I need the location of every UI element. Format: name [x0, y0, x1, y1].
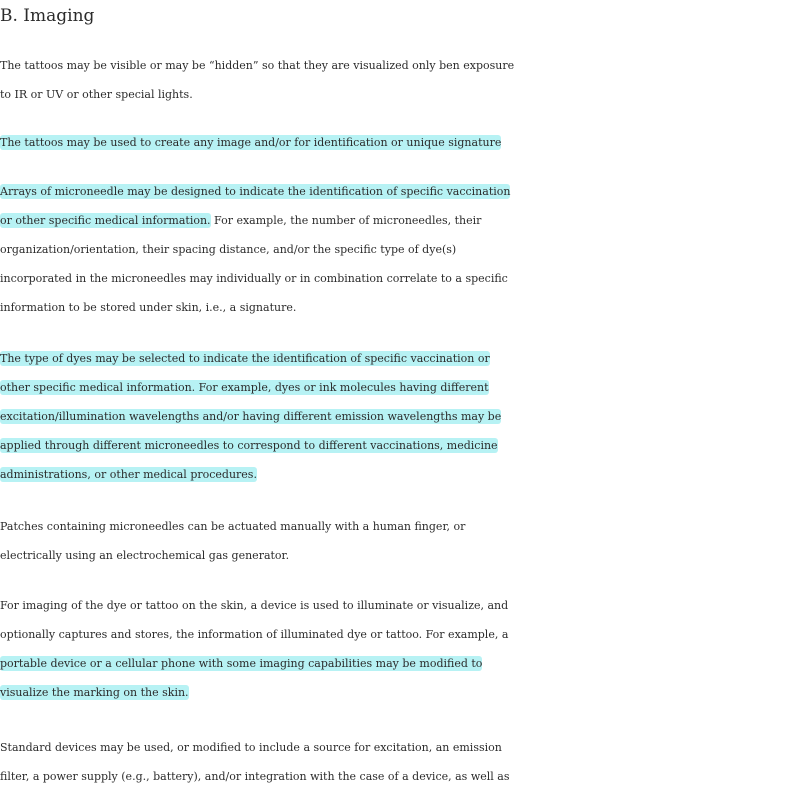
highlighted-text: The tattoos may be used to create any image and/or for identification or unique signature	[0, 136, 502, 149]
highlighted-text: excitation/illumination wavelengths and/or having different emission wavelengths may be	[0, 410, 502, 423]
line-text: For imaging of the dye or tattoo on the skin, a device is used to illuminate or visualize, and	[0, 599, 509, 612]
paragraph-1	[0, 51, 800, 109]
highlighted-text: applied through different microneedles to correspond to different vaccinations, medicine	[0, 439, 498, 452]
line-text: electrically using an electrochemical gas generator.	[0, 549, 290, 562]
paragraph-line	[0, 402, 800, 431]
line-text: Patches containing microneedles can be actuated manually with a human finger, or	[0, 520, 466, 533]
line-text: organization/orientation, their spacing distance, and/or the specific type of dye(s)	[0, 243, 457, 256]
highlighted-text: or other specific medical information.	[0, 214, 211, 227]
paragraph-line	[0, 373, 800, 402]
line-text: incorporated in the microneedles may individually or in combination correlate to a specific	[0, 272, 508, 285]
line-text: filter, a power supply (e.g., battery), and/or integration with the case of a device, as well as	[0, 770, 510, 783]
line-text: to IR or UV or other special lights.	[0, 88, 193, 101]
paragraph-line	[0, 591, 800, 620]
paragraph-line	[0, 541, 800, 570]
paragraph-3	[0, 177, 800, 322]
line-text: For example, the number of microneedles, their	[210, 214, 482, 227]
paragraph-5	[0, 512, 800, 570]
paragraph-line	[0, 678, 800, 707]
paragraph-line	[0, 344, 800, 373]
paragraph-line	[0, 51, 800, 80]
line-text: information to be stored under skin, i.e., a signature.	[0, 301, 297, 314]
paragraph-line	[0, 80, 800, 109]
highlighted-text: Arrays of microneedle may be designed to indicate the identification of specific vaccination	[0, 185, 511, 198]
paragraph-line	[0, 235, 800, 264]
paragraph-6	[0, 591, 800, 707]
paragraph-7	[0, 733, 800, 791]
paragraph-line	[0, 264, 800, 293]
paragraph-line	[0, 762, 800, 791]
paragraph-line	[0, 620, 800, 649]
paragraph-line	[0, 128, 800, 157]
highlighted-text: The type of dyes may be selected to indicate the identification of specific vaccination or	[0, 352, 490, 365]
highlighted-text: visualize the marking on the skin.	[0, 686, 189, 699]
paragraph-line	[0, 177, 800, 206]
highlighted-text: other specific medical information. For example, dyes or ink molecules having different	[0, 381, 489, 394]
section-heading: B. Imaging	[0, 6, 95, 26]
paragraph-line	[0, 293, 800, 322]
paragraph-line	[0, 206, 800, 235]
highlighted-text: administrations, or other medical procedures.	[0, 468, 257, 481]
line-text: optionally captures and stores, the information of illuminated dye or tattoo. For example, a	[0, 628, 509, 641]
line-text: Standard devices may be used, or modified to include a source for excitation, an emission	[0, 741, 502, 754]
paragraph-line	[0, 460, 800, 489]
line-text: The tattoos may be visible or may be “hidden” so that they are visualized only ben exposure	[0, 59, 515, 72]
paragraph-line	[0, 512, 800, 541]
paragraph-4	[0, 344, 800, 489]
paragraph-line	[0, 733, 800, 762]
highlighted-text: portable device or a cellular phone with some imaging capabilities may be modified to	[0, 657, 483, 670]
paragraph-2	[0, 128, 800, 157]
paragraph-line	[0, 649, 800, 678]
paragraph-line	[0, 431, 800, 460]
